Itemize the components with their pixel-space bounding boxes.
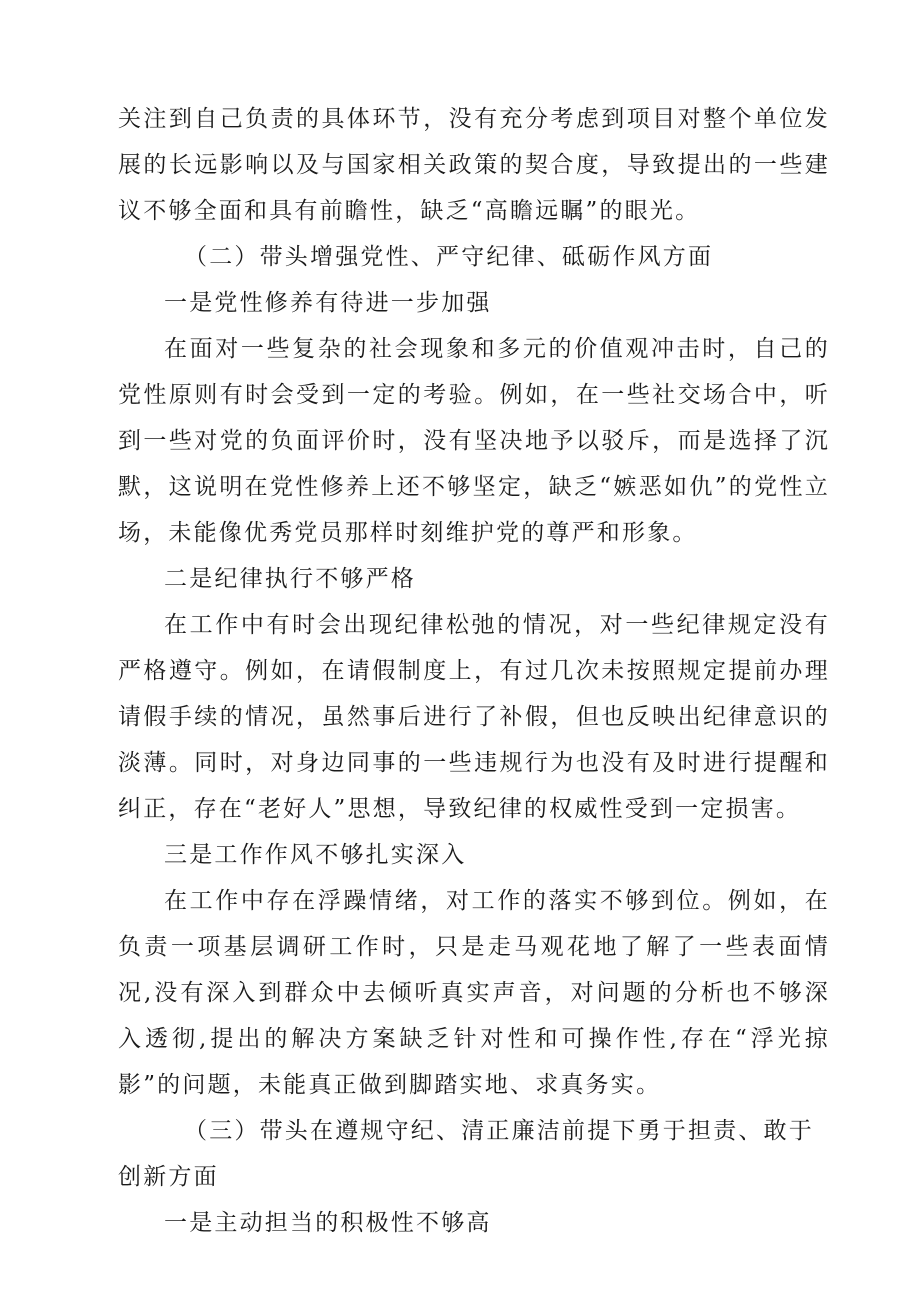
body-paragraph-discipline: 在工作中有时会出现纪律松弛的情况，对一些纪律规定没有严格遵守。例如，在请假制度上，有过几次未按照规定提前办理请假手续的情况，虽然事后进行了补假，但也反映出纪律意识的淡薄。同时，对身边同事的一些违规行为也没有及时进行提醒和纠正，存在“老好人”思想，导致纪律的权威性受到一定损害。	[118, 612, 830, 822]
subheading-work-style: 三是工作作风不够扎实深入	[164, 842, 467, 868]
body-paragraph-work-style: 在工作中存在浮躁情绪，对工作的落实不够到位。例如，在负责一项基层调研工作时，只是走马观花地了解了一些表面情况,没有深入到群众中去倾听真实声音，对问题的分析也不够深入透彻,提出的解决方案缺乏针对性和可操作性,存在“浮光掠影”的问题，未能真正做到脚踏实地、求真务实。	[118, 888, 830, 1098]
subheading-discipline: 二是纪律执行不够严格	[164, 566, 416, 592]
section-heading-3: （三）带头在遵规守纪、清正廉洁前提下勇于担责、敢于创新方面	[118, 1118, 814, 1190]
subheading-party-spirit: 一是党性修养有待进一步加强	[164, 290, 492, 316]
subheading-initiative: 一是主动担当的积极性不够高	[164, 1210, 492, 1236]
body-paragraph-continued: 关注到自己负责的具体环节，没有充分考虑到项目对整个单位发展的长远影响以及与国家相关政策的契合度，导致提出的一些建议不够全面和具有前瞻性，缺乏“高瞻远瞩”的眼光。	[118, 106, 830, 224]
section-heading-2: （二）带头增强党性、严守纪律、砥砺作风方面	[184, 244, 714, 270]
document-body	[118, 96, 830, 1246]
body-paragraph-party-spirit: 在面对一些复杂的社会现象和多元的价值观冲击时，自己的党性原则有时会受到一定的考验。例如，在一些社交场合中，听到一些对党的负面评价时，没有坚决地予以驳斥，而是选择了沉默，这说明在党性修养上还不够坚定，缺乏“嫉恶如仇”的党性立场，未能像优秀党员那样时刻维护党的尊严和形象。	[118, 336, 830, 546]
